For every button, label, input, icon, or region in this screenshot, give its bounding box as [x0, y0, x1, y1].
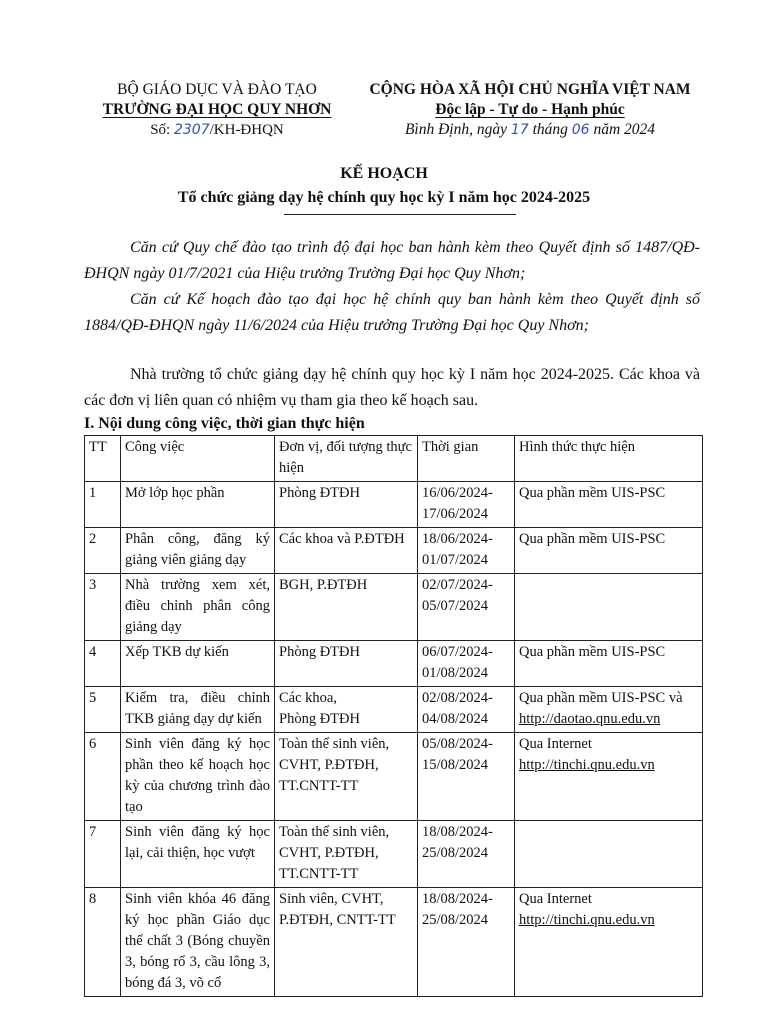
- row-task: Nhà trường xem xét, điều chỉnh phân công giảng dạy: [121, 574, 275, 641]
- handwritten-number: 2307: [173, 122, 210, 138]
- date-day: 17: [510, 122, 529, 138]
- row-unit: Toàn thể sinh viên, CVHT, P.ĐTĐH, TT.CNTT-TT: [275, 821, 418, 888]
- row-task: Kiểm tra, điều chỉnh TKB giảng dạy dự kiến: [121, 687, 275, 733]
- row-time: 02/08/2024- 04/08/2024: [418, 687, 515, 733]
- method-link[interactable]: http://daotao.qnu.edu.vn: [519, 711, 661, 727]
- row-number: 6: [85, 733, 121, 821]
- table-row: [85, 574, 703, 641]
- row-unit: Phòng ĐTĐH: [275, 482, 418, 528]
- row-time: 18/06/2024- 01/07/2024: [418, 528, 515, 574]
- section-heading: I. Nội dung công việc, thời gian thực hiện: [84, 415, 365, 432]
- ministry-name: BỘ GIÁO DỤC VÀ ĐÀO TẠO: [117, 81, 317, 98]
- row-method: [515, 888, 703, 997]
- method-text: Qua Internet: [519, 736, 592, 752]
- national-motto: Độc lập - Tự do - Hạnh phúc: [435, 101, 625, 118]
- table-row: [85, 687, 703, 733]
- row-method: [515, 687, 703, 733]
- row-method: [515, 482, 703, 528]
- row-number: 4: [85, 641, 121, 687]
- date-year: năm 2024: [593, 121, 656, 138]
- table-row: [85, 641, 703, 687]
- number-prefix: Số:: [150, 122, 171, 138]
- legal-basis-paragraph-2: Căn cứ Kế hoạch đào tạo đại học hệ chính quy ban hành kèm theo Quyết định số 1884/QĐ-ĐHQN ngày 11/6/2024 của Hiệu trưởng Trường Đại học Quy Nhơn;: [84, 291, 700, 334]
- table-row: [85, 482, 703, 528]
- schedule-table: [84, 435, 703, 997]
- header-time: Thời gian: [418, 436, 515, 482]
- row-number: 5: [85, 687, 121, 733]
- row-time: 18/08/2024- 25/08/2024: [418, 821, 515, 888]
- method-text: Qua phần mềm UIS-PSC và: [519, 690, 683, 706]
- table-row: [85, 733, 703, 821]
- table-body: [85, 482, 703, 997]
- place-date: [350, 120, 710, 140]
- number-suffix: /KH-ĐHQN: [209, 122, 284, 138]
- header-method: Hình thức thực hiện: [515, 436, 703, 482]
- row-method: [515, 641, 703, 687]
- row-number: 8: [85, 888, 121, 997]
- method-text: Qua phần mềm UIS-PSC: [519, 531, 666, 547]
- table-row: [85, 821, 703, 888]
- header-task: Công việc: [121, 436, 275, 482]
- row-method: [515, 733, 703, 821]
- document-number: [88, 120, 346, 140]
- method-text: Qua phần mềm UIS-PSC: [519, 485, 666, 501]
- row-number: 1: [85, 482, 121, 528]
- row-time: 05/08/2024- 15/08/2024: [418, 733, 515, 821]
- table-row: [85, 888, 703, 997]
- row-task: Mở lớp học phần: [121, 482, 275, 528]
- issuer-block: [88, 80, 346, 140]
- row-task: Sinh viên đăng ký học phần theo kế hoạch học kỳ của chương trình đào tạo: [121, 733, 275, 821]
- table-header-row: [85, 436, 703, 482]
- document-subject-title: Tổ chức giảng dạy hệ chính quy học kỳ I năm học 2024-2025: [177, 189, 591, 206]
- method-link[interactable]: http://tinchi.qnu.edu.vn: [519, 912, 655, 928]
- title-underline: [284, 214, 516, 215]
- row-unit: Phòng ĐTĐH: [275, 641, 418, 687]
- row-time: 06/07/2024- 01/08/2024: [418, 641, 515, 687]
- national-heading: [350, 80, 710, 140]
- row-time: 18/08/2024- 25/08/2024: [418, 888, 515, 997]
- row-task: Xếp TKB dự kiến: [121, 641, 275, 687]
- row-number: 3: [85, 574, 121, 641]
- row-number: 7: [85, 821, 121, 888]
- method-text: Qua Internet: [519, 891, 592, 907]
- date-month: 06: [571, 122, 590, 138]
- row-task: Phân công, đăng ký giảng viên giảng dạy: [121, 528, 275, 574]
- row-task: Sinh viên khóa 46 đăng ký học phần Giáo dục thể chất 3 (Bóng chuyền 3, bóng rổ 3, cầu lông 3, bóng đá 3, võ cổ: [121, 888, 275, 997]
- row-unit: Toàn thể sinh viên, CVHT, P.ĐTĐH, TT.CNTT-TT: [275, 733, 418, 821]
- row-time: 02/07/2024- 05/07/2024: [418, 574, 515, 641]
- row-method: [515, 821, 703, 888]
- table-row: [85, 528, 703, 574]
- row-unit: Các khoa và P.ĐTĐH: [275, 528, 418, 574]
- row-method: [515, 574, 703, 641]
- row-task: Sinh viên đăng ký học lại, cải thiện, học vượt: [121, 821, 275, 888]
- intro-paragraph: Nhà trường tổ chức giảng dạy hệ chính quy học kỳ I năm học 2024-2025. Các khoa và các đơn vị liên quan có nhiệm vụ tham gia theo kế hoạch sau.: [84, 366, 700, 409]
- date-month-label: tháng: [532, 121, 568, 138]
- header-tt: TT: [85, 436, 121, 482]
- row-unit: Sinh viên, CVHT, P.ĐTĐH, CNTT-TT: [275, 888, 418, 997]
- header-unit: Đơn vị, đối tượng thực hiện: [275, 436, 418, 482]
- university-name: TRƯỜNG ĐẠI HỌC QUY NHƠN: [102, 101, 332, 118]
- legal-basis-paragraph-1: Căn cứ Quy chế đào tạo trình độ đại học ban hành kèm theo Quyết định số 1487/QĐ-ĐHQN ngày 01/7/2021 của Hiệu trưởng Trường Đại học Quy Nhơn;: [84, 239, 700, 282]
- row-method: [515, 528, 703, 574]
- republic-title: CỘNG HÒA XÃ HỘI CHỦ NGHĨA VIỆT NAM: [369, 81, 691, 98]
- row-unit: Các khoa, Phòng ĐTĐH: [275, 687, 418, 733]
- row-time: 16/06/2024- 17/06/2024: [418, 482, 515, 528]
- document-type-title: KẾ HOẠCH: [340, 165, 428, 182]
- row-number: 2: [85, 528, 121, 574]
- date-prefix: Bình Định, ngày: [404, 121, 507, 138]
- row-unit: BGH, P.ĐTĐH: [275, 574, 418, 641]
- method-link[interactable]: http://tinchi.qnu.edu.vn: [519, 757, 655, 773]
- method-text: Qua phần mềm UIS-PSC: [519, 644, 666, 660]
